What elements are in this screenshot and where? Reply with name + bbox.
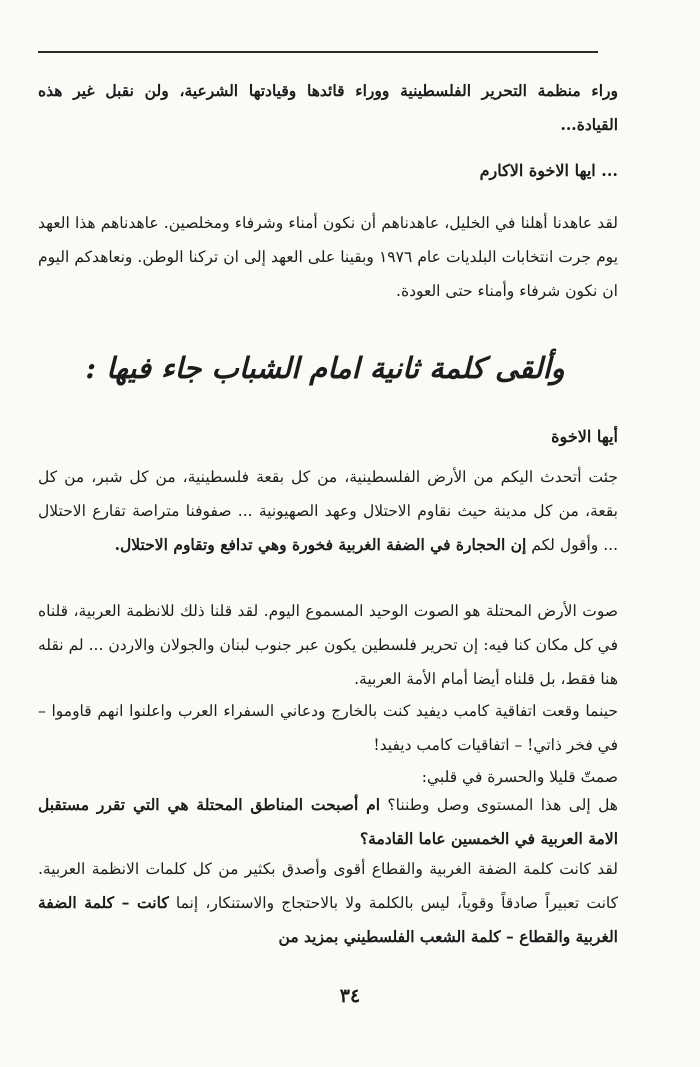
occupied-land-text: صوت الأرض المحتلة هو الصوت الوحيد المسموع اليوم. لقد قلنا ذلك للانظمة العربية، قلناه في كل مكان كنا فيه: إن تحرير فلسطين يكون عبر جنوب لبنان والجولان والاردن ... لم نقله هنا فقط، بل قلناه أيضا أمام الأمة العربية.: [38, 602, 618, 688]
silence-text: صمتّ قليلا والحسرة في قلبي:: [421, 768, 618, 786]
future-question-plain: هل إلى هذا المستوى وصل وطننا؟: [387, 796, 618, 814]
header-rule: [38, 51, 598, 53]
west-bank-word-paragraph: [38, 852, 618, 954]
section-heading-text: وألقى كلمة ثانية امام الشباب جاء فيها :: [85, 351, 565, 385]
west-bank-word-bold: كانت – كلمة الضفة الغربية والقطاع – كلمة الشعب الفلسطيني بمزيد من: [38, 893, 618, 946]
salutation-brothers-text: ... ايها الاخوة الاكارم: [479, 161, 618, 180]
west-bank-word-plain: لقد كانت كلمة الضفة الغربية والقطاع أقوى وأصدق بكثير من كل كلمات الانظمة العربية. كانت تعبيراً صادقاً وقوياً، ليس بالكلمة ولا بالاحتجاج والاستنكار، إنما: [38, 860, 618, 912]
future-question-bold: ام أصبحت المناطق المحتلة هي التي تقرر مستقبل الامة العربية في الخمسين عاما القادمة؟: [38, 795, 618, 848]
stones-paragraph-bold: إن الحجارة في الضفة الغربية فخورة وهي تدافع وتقاوم الاحتلال.: [114, 535, 527, 554]
stones-paragraph-plain: جئت أتحدث اليكم من الأرض الفلسطينية، من كل بقعة فلسطينية، من كل شبر، من كل بقعة، من كل مدينة حيث نقاوم الاحتلال وعهد الصهيونية ... صفوفنا متراصة تقارع الاحتلال ... وأقول لكم: [38, 468, 618, 554]
occupied-land-paragraph: [38, 594, 618, 696]
hebron-pledge-paragraph: [38, 206, 618, 308]
salutation-youth: [38, 422, 618, 452]
stones-paragraph: [38, 460, 618, 562]
page-number: ٣٤: [339, 985, 361, 1007]
salutation-youth-text: أيها الاخوة: [551, 427, 618, 446]
camp-david-text: حينما وقعت اتفاقية كامب ديفيد كنت بالخارج ودعاني السفراء العرب واعلنوا انهم قاوموا – في فخر ذاتي! – اتفاقيات كامب ديفيد!: [38, 702, 618, 754]
continuation-paragraph: [38, 74, 618, 142]
hebron-pledge-text: لقد عاهدنا أهلنا في الخليل، عاهدناهم أن نكون أمناء وشرفاء ومخلصين. عاهدناهم هذا العهد يوم جرت انتخابات البلديات عام ١٩٧٦ وبقينا على العهد إلى ان تركنا الوطن. ونعاهدكم اليوم ان نكون شرفاء وأمناء حتى العودة.: [38, 214, 619, 300]
section-heading: [38, 346, 612, 390]
salutation-brothers: [38, 156, 618, 186]
continuation-text: وراء منظمة التحرير الفلسطينية ووراء قائدها وقيادتها الشرعية، ولن نقبل غير هذه القيادة...: [38, 81, 618, 134]
camp-david-paragraph: [38, 694, 618, 762]
future-question-paragraph: [38, 788, 618, 856]
